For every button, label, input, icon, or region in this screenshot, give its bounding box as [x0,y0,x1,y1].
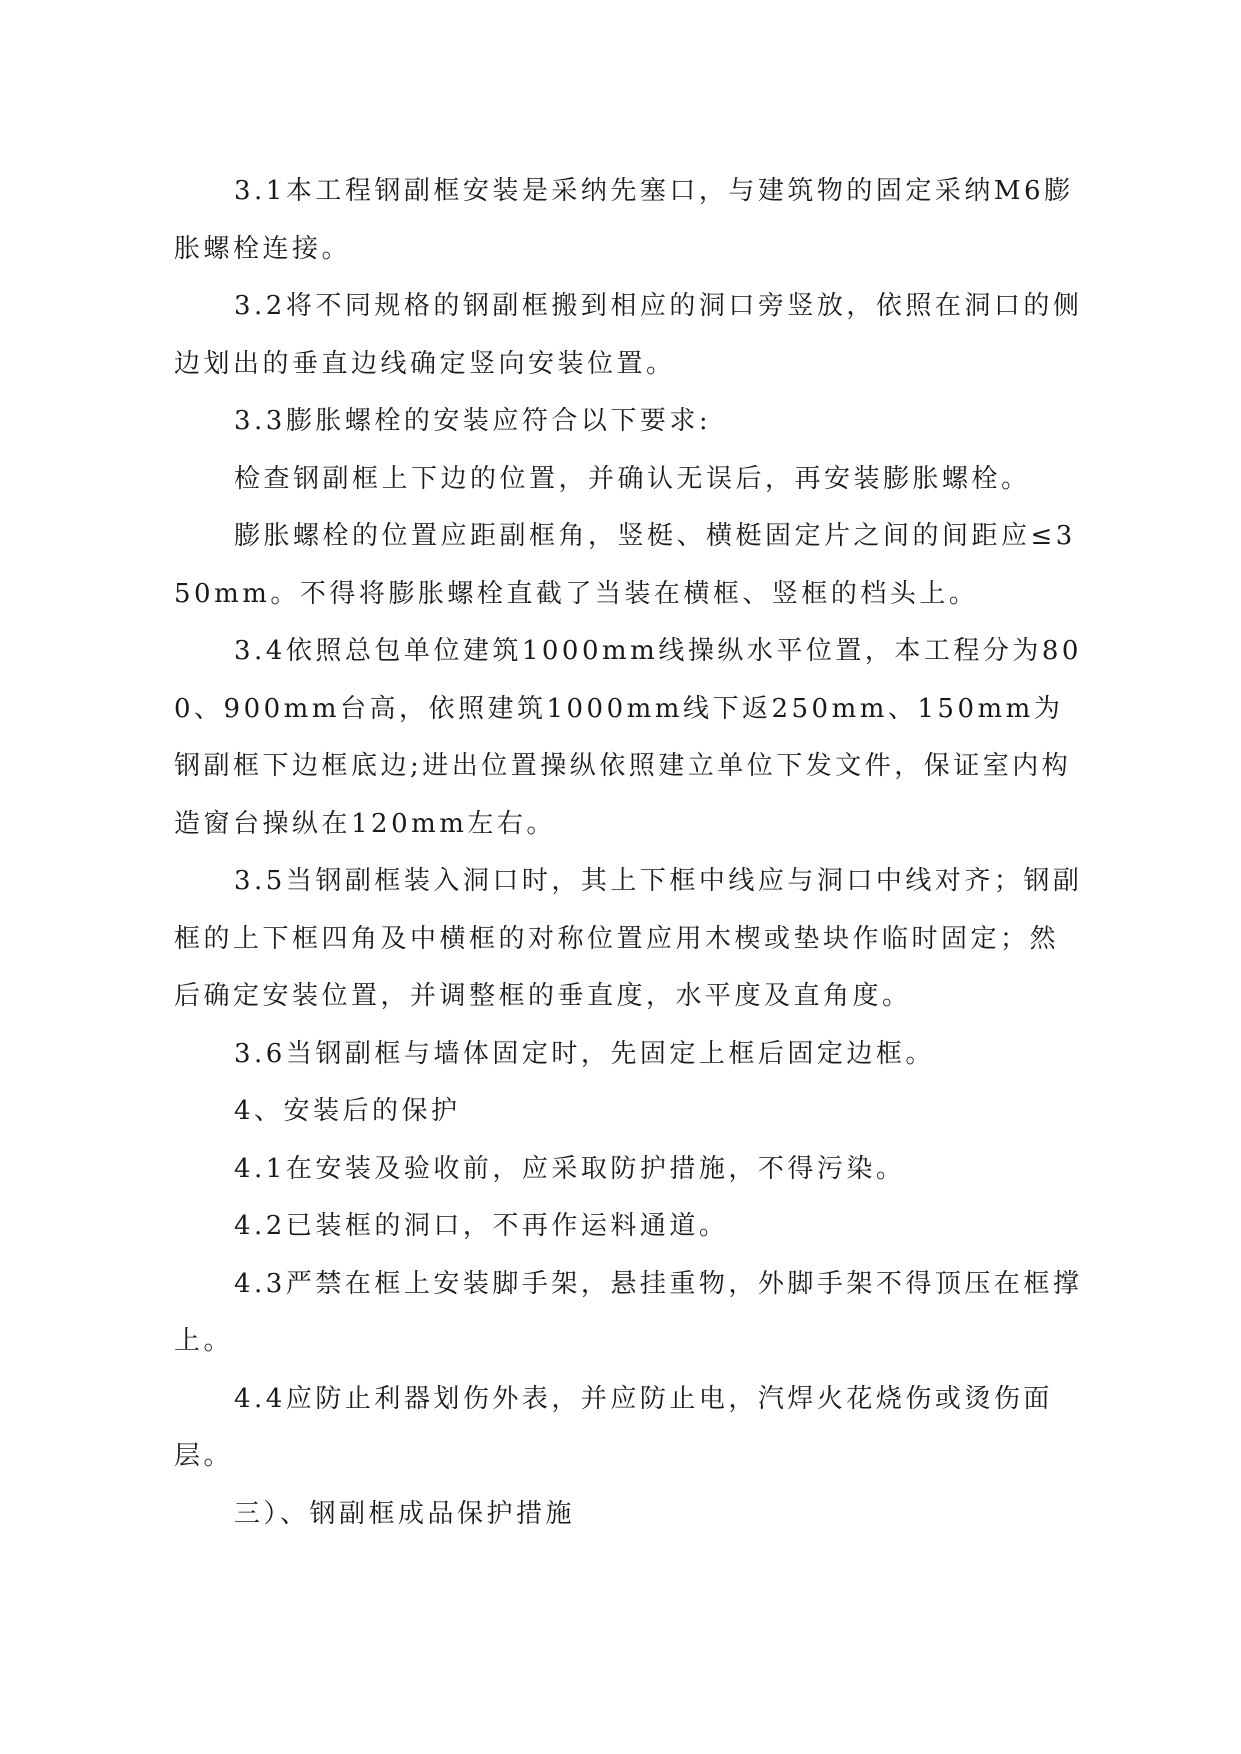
paragraph-4-1: 4.1在安装及验收前，应采取防护措施，不得污染。 [234,1153,906,1184]
paragraph-3-4: 3.4依照总包单位建筑1000mm线操纵水平位置，本工程分为800、900mm台高，依照建筑1000mm线下返250mm、150mm为钢副框下边框底边;进出位置操纵依照建立单位下发文件，保证室内构造窗台操纵在120mm左右。 [174,636,1082,839]
paragraph-3-1: 3.1本工程钢副框安装是采纳先塞口，与建筑物的固定采纳M6膨胀螺栓连接。 [174,176,1074,264]
heading-section-4: 4、安装后的保护 [234,1096,461,1126]
paragraph-check: 检查钢副框上下边的位置，并确认无误后，再安装膨胀螺栓。 [234,463,1031,494]
heading-section-three: 三）、钢副框成品保护措施 [234,1498,576,1529]
paragraph-3-6: 3.6当钢副框与墙体固定时，先固定上框后固定边框。 [234,1038,935,1069]
paragraph-4-4: 4.4应防止利器划伤外表，并应防止电，汽焊火花烧伤或烫伤面层。 [174,1383,1053,1471]
paragraph-bolt-position: 膨胀螺栓的位置应距副框角，竖梃、横梃固定片之间的间距应≤350mm。不得将膨胀螺栓直截了当装在横框、竖框的档头上。 [174,521,1076,609]
paragraph-4-3: 4.3严禁在框上安装脚手架，悬挂重物，外脚手架不得顶压在框撑上。 [174,1268,1083,1356]
paragraph-3-3: 3.3膨胀螺栓的安装应符合以下要求: [234,406,712,436]
paragraph-4-2: 4.2已装框的洞口，不再作运料通道。 [234,1211,729,1241]
paragraph-3-2: 3.2将不同规格的钢副框搬到相应的洞口旁竖放，依照在洞口的侧边划出的垂直边线确定竖向安装位置。 [174,291,1083,379]
document-body [174,163,1084,1543]
paragraph-3-5: 3.5当钢副框装入洞口时，其上下框中线应与洞口中线对齐；钢副框的上下框四角及中横框的对称位置应用木楔或垫块作临时固定；然后确定安装位置，并调整框的垂直度，水平度及直角度。 [174,866,1083,1011]
